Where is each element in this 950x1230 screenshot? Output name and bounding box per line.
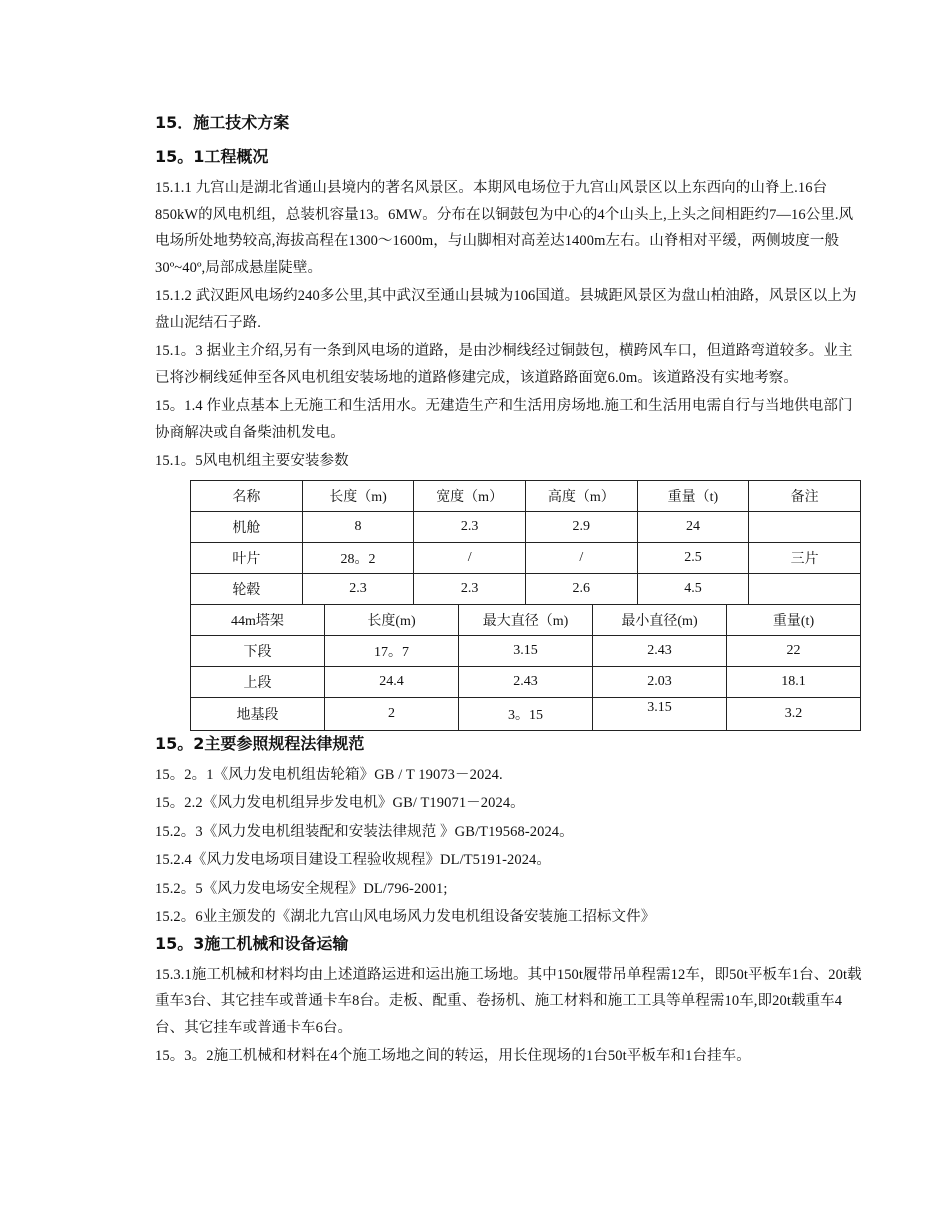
- table-cell: 2.5: [637, 542, 749, 573]
- table-cell: 24: [637, 511, 749, 542]
- table-cell: /: [414, 542, 526, 573]
- table-cell: 4.5: [637, 573, 749, 604]
- table-cell: 2.43: [593, 635, 727, 666]
- regulation-item: 15。2.2《风力发电机组异步发电机》GB/ T19071－2024。: [155, 795, 525, 811]
- table-cell: 2.9: [525, 511, 637, 542]
- section-2-heading: 15。2主要参照规程法律规范: [155, 733, 365, 753]
- paragraph-15-1-3: 15.1。3 据业主介绍,另有一条到风电场的道路，是由沙桐线经过铜鼓包，横跨风车口，但道路弯道较多。业主已将沙桐线延伸至各风电机组安装场地的道路修建完成，该道路路面宽6.0m。该道路没有实地考察。: [155, 343, 853, 386]
- paragraph-15-1-1: 15.1.1 九宫山是湖北省通山县境内的著名风景区。本期风电场位于九宫山风景区以上东西向的山脊上.16台850kW的风电机组，总装机容量13。6MW。分布在以铜鼓包为中心的4个山头上,上头之间相距约7—16公里.风电场所处地势较高,海拔高程在1300～1600m，与山脚相对高差达1400m左右。山脊相对平缓，两侧坡度一般30º~40º,局部成悬崖陡壁。: [155, 180, 854, 276]
- table-header-cell: 备注: [749, 480, 861, 511]
- section-3-heading: 15。3施工机械和设备运输: [155, 933, 349, 953]
- table-cell: 22: [727, 635, 861, 666]
- table-cell: 28。2: [302, 542, 414, 573]
- table-cell: 2.3: [414, 511, 526, 542]
- table-header-cell: 44m塔架: [191, 604, 325, 635]
- table-row: [191, 666, 861, 697]
- table-cell: 8: [302, 511, 414, 542]
- table-cell: 24.4: [325, 666, 459, 697]
- table-header-cell: 最小直径(m): [593, 604, 727, 635]
- table-header-cell: 名称: [191, 480, 303, 511]
- paragraph-15-3-2: 15。3。2施工机械和材料在4个施工场地之间的转运，用长住现场的1台50t平板车和1台挂车。: [155, 1048, 751, 1064]
- table-row: [191, 542, 861, 573]
- table-header-cell: 重量(t): [727, 604, 861, 635]
- table-cell: 机舱: [191, 511, 303, 542]
- table-cell: 2.3: [414, 573, 526, 604]
- table-cell: 2.3: [302, 573, 414, 604]
- table-cell: [749, 573, 861, 604]
- table-cell: 轮毂: [191, 573, 303, 604]
- table-cell: 2.03: [593, 666, 727, 697]
- document-page: [155, 112, 863, 1070]
- table-cell: 17。7: [325, 635, 459, 666]
- table-row: [191, 697, 861, 730]
- table-cell: 18.1: [727, 666, 861, 697]
- regulation-item: 15.2。5《风力发电场安全规程》DL/796-2001;: [155, 880, 448, 897]
- table-cell: [749, 511, 861, 542]
- table-header-cell: 重量（t): [637, 480, 749, 511]
- table-cell: 3。15: [459, 697, 593, 730]
- table-row: [191, 511, 861, 542]
- table-row: [191, 635, 861, 666]
- table-header-cell: 宽度（m）: [414, 480, 526, 511]
- table-row: [191, 573, 861, 604]
- section-1-heading: 15。1工程概况: [155, 147, 269, 166]
- table-header-cell: 最大直径（m): [459, 604, 593, 635]
- table-cell: 2.6: [525, 573, 637, 604]
- regulation-item: 15。2。1《风力发电机组齿轮箱》GB / T 19073－2024.: [155, 766, 503, 783]
- table-cell: /: [525, 542, 637, 573]
- paragraph-15-1-4: 15。1.4 作业点基本上无施工和生活用水。无建造生产和生活用房场地.施工和生活用电需自行与当地供电部门协商解决或自备柴油机发电。: [155, 398, 853, 441]
- table-cell: 三片: [749, 542, 861, 573]
- paragraph-15-1-5: 15.1。5风电机组主要安装参数: [155, 453, 349, 469]
- table-cell: 下段: [191, 635, 325, 666]
- regulation-item: 15.2.4《风力发电场项目建设工程验收规程》DL/T5191-2024。: [155, 852, 551, 868]
- table-header-cell: 长度（m): [302, 480, 414, 511]
- main-heading: 15．施工技术方案: [155, 113, 290, 132]
- table-cell: 2: [325, 697, 459, 730]
- wind-turbine-parts-table: [190, 480, 861, 605]
- regulation-item: 15.2。3《风力发电机组装配和安装法律规范 》GB/T19568-2024。: [155, 823, 574, 840]
- table-header-cell: 长度(m): [325, 604, 459, 635]
- table-header-cell: 高度（m）: [525, 480, 637, 511]
- table-cell: 地基段: [191, 697, 325, 730]
- regulation-item: 15.2。6业主颁发的《湖北九宫山风电场风力发电机组设备安装施工招标文件》: [155, 909, 656, 925]
- table-cell: 2.43: [459, 666, 593, 697]
- table-cell: 3.2: [727, 697, 861, 730]
- table-header-row: [191, 604, 861, 635]
- paragraph-15-1-2: 15.1.2 武汉距风电场约240多公里,其中武汉至通山县城为106国道。县城距风景区为盘山柏油路，风景区以上为盘山泥结石子路.: [155, 288, 857, 331]
- table-cell: 3.15: [459, 635, 593, 666]
- table-cell: 3.15: [593, 697, 727, 730]
- table-cell: 叶片: [191, 542, 303, 573]
- table-cell: 上段: [191, 666, 325, 697]
- table-header-row: [191, 480, 861, 511]
- tower-sections-table: [190, 604, 861, 731]
- paragraph-15-3-1: 15.3.1施工机械和材料均由上述道路运进和运出施工场地。其中150t履带吊单程需12车，即50t平板车1台、20t载重车3台、其它挂车或普通卡车8台。走板、配重、卷扬机、施工材料和施工工具等单程需10车,即20t载重车4台、其它挂车或普通卡车6台。: [155, 966, 862, 1036]
